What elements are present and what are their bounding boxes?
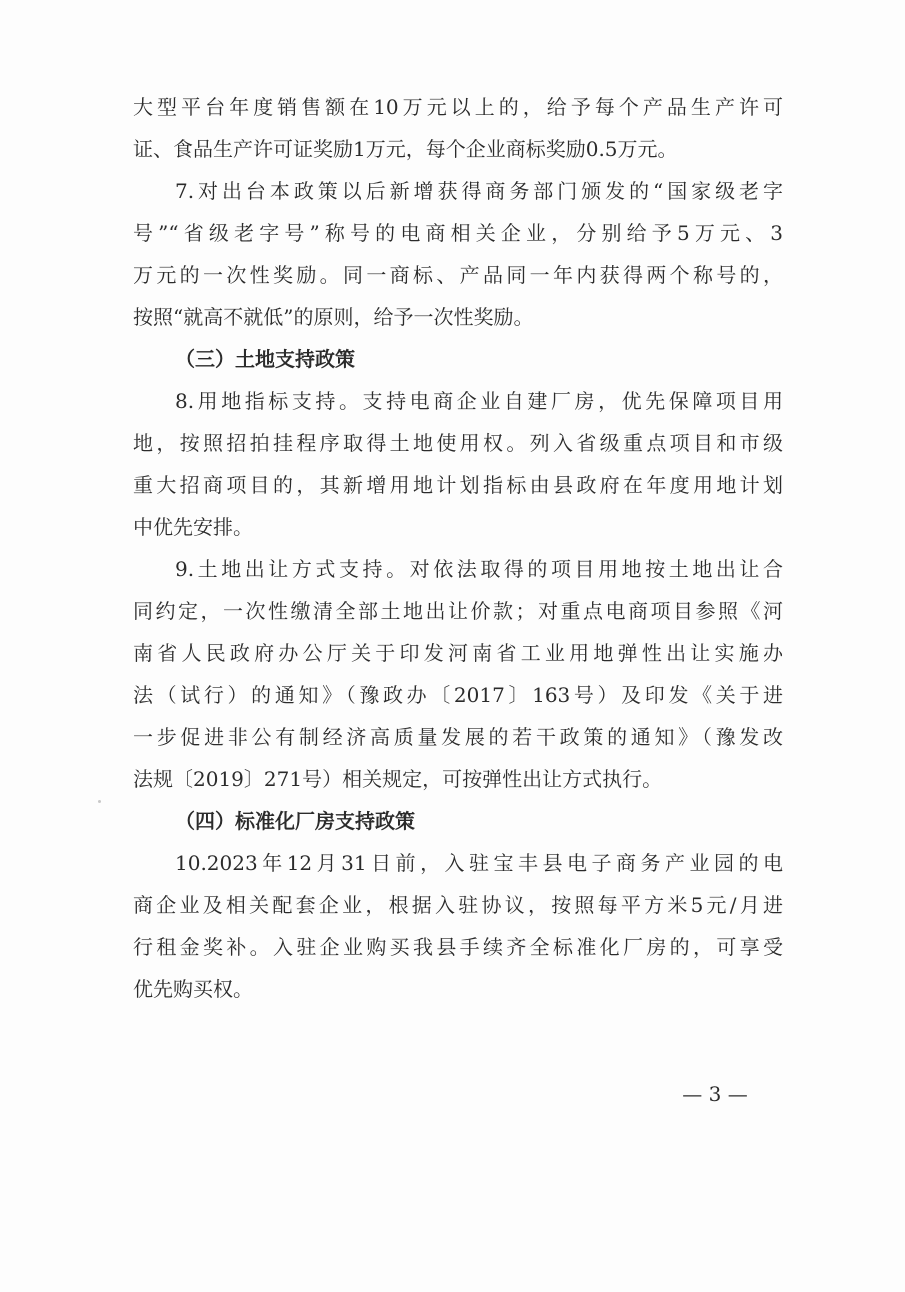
scan-speck bbox=[98, 800, 101, 803]
text-line: 8.用地指标支持。支持电商企业自建厂房，优先保障项目用 bbox=[175, 389, 783, 413]
text-line: 证、食品生产许可证奖励1万元，每个企业商标奖励0.5万元。 bbox=[133, 137, 678, 161]
text-line: 7.对出台本政策以后新增获得商务部门颁发的“国家级老字 bbox=[175, 179, 783, 203]
text-line: 法（试行）的通知》（豫政办〔2017〕163号）及印发《关于进 bbox=[133, 683, 783, 707]
text-line: 法规〔2019〕271号）相关规定，可按弹性出让方式执行。 bbox=[133, 767, 663, 791]
text-line: 中优先安排。 bbox=[133, 515, 253, 539]
page-number: — 3 — bbox=[682, 1082, 748, 1106]
text-line: 行租金奖补。入驻企业购买我县手续齐全标准化厂房的，可享受 bbox=[133, 935, 783, 959]
body-text bbox=[133, 86, 783, 1010]
text-line: 9.土地出让方式支持。对依法取得的项目用地按土地出让合 bbox=[175, 557, 783, 581]
text-line: 地，按照招拍挂程序取得土地使用权。列入省级重点项目和市级 bbox=[133, 431, 783, 455]
text-line: 南省人民政府办公厅关于印发河南省工业用地弹性出让实施办 bbox=[133, 641, 783, 665]
text-line: 一步促进非公有制经济高质量发展的若干政策的通知》（豫发改 bbox=[133, 725, 783, 749]
section-heading-factory: （四）标准化厂房支持政策 bbox=[175, 809, 415, 833]
section-heading-land: （三）土地支持政策 bbox=[175, 347, 355, 371]
text-line: 商企业及相关配套企业，根据入驻协议，按照每平方米5元/月进 bbox=[133, 893, 783, 917]
text-line: 重大招商项目的，其新增用地计划指标由县政府在年度用地计划 bbox=[133, 473, 783, 497]
text-line: 号”“省级老字号”称号的电商相关企业，分别给予5万元、3 bbox=[133, 221, 783, 245]
text-line: 按照“就高不就低”的原则，给予一次性奖励。 bbox=[133, 305, 534, 329]
text-line: 同约定，一次性缴清全部土地出让价款；对重点电商项目参照《河 bbox=[133, 599, 783, 623]
text-line: 大型平台年度销售额在10万元以上的，给予每个产品生产许可 bbox=[133, 95, 783, 119]
text-line: 万元的一次性奖励。同一商标、产品同一年内获得两个称号的， bbox=[133, 263, 783, 287]
text-line: 优先购买权。 bbox=[133, 977, 253, 1001]
text-line: 10.2023年12月31日前，入驻宝丰县电子商务产业园的电 bbox=[175, 851, 783, 875]
